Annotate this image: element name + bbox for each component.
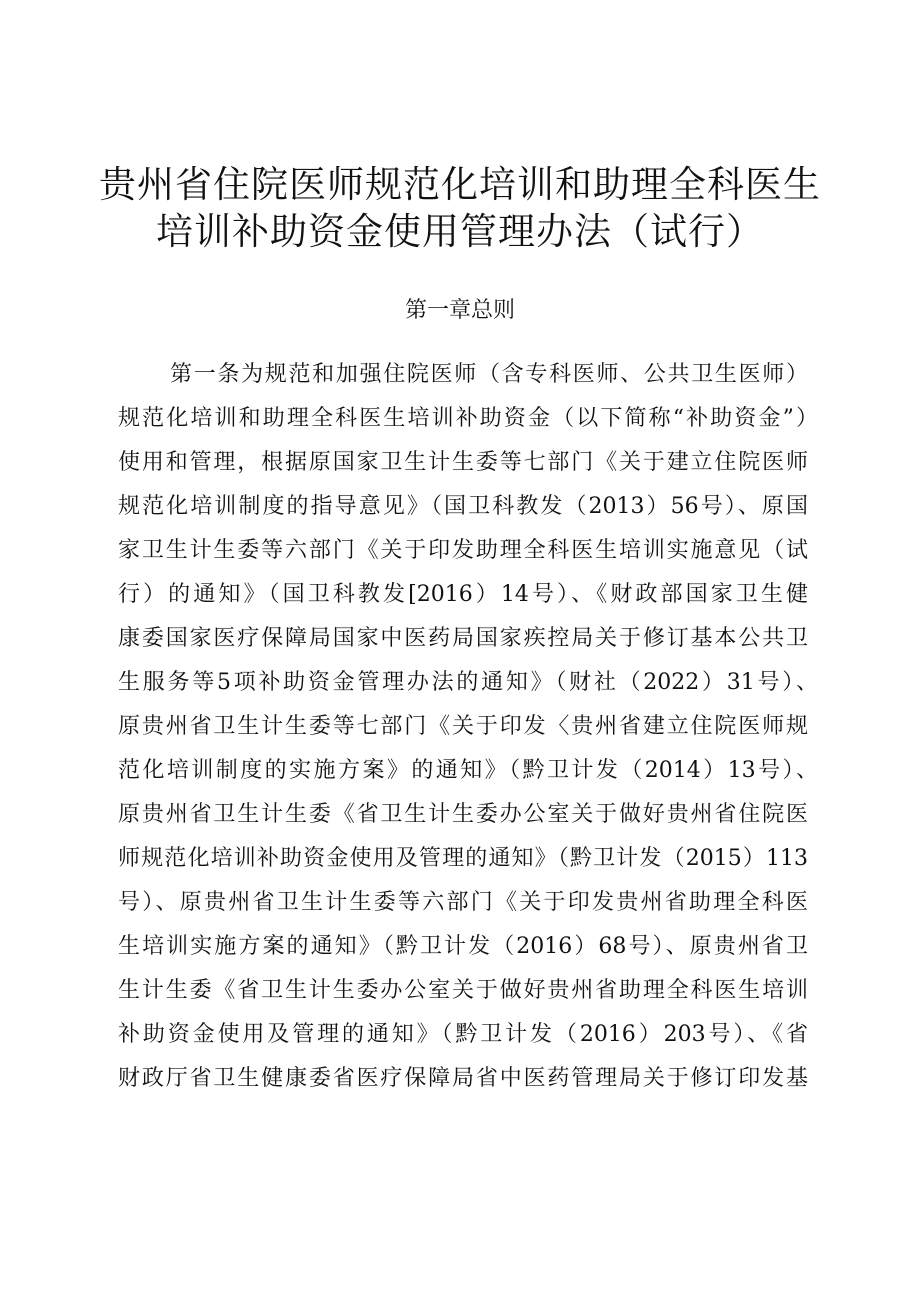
article-line-9: 原贵州省卫生计生委等七部门《关于印发〈贵州省建立住院医师规 — [118, 714, 808, 739]
article-line-7: 康委国家医疗保障局国家中医药局国家疾控局关于修订基本公共卫 — [118, 626, 808, 651]
article-line-16: 补助资金使用及管理的通知》（黔卫计发（2016）203号）、《省 — [118, 1022, 808, 1047]
article-line-6: 行）的通知》（国卫科教发[2016）14号）、《财政部国家卫生健 — [118, 582, 808, 607]
article-line-10: 范化培训制度的实施方案》的通知》（黔卫计发（2014）13号）、 — [118, 758, 818, 783]
article-line-11: 原贵州省卫生计生委《省卫生计生委办公室关于做好贵州省住院医 — [118, 802, 808, 827]
document-title-line-1: 贵州省住院医师规范化培训和助理全科医生 — [99, 163, 821, 206]
chapter-heading: 第一章总则 — [404, 298, 515, 323]
article-line-17: 财政厅省卫生健康委省医疗保障局省中医药管理局关于修订印发基 — [118, 1066, 808, 1091]
article-line-3: 使用和管理，根据原国家卫生计生委等七部门《关于建立住院医师 — [118, 450, 808, 475]
article-line-13: 号）、原贵州省卫生计生委等六部门《关于印发贵州省助理全科医 — [118, 890, 808, 915]
document-title-line-2: 培训补助资金使用管理办法（试行） — [156, 210, 764, 253]
article-line-8: 生服务等5项补助资金管理办法的通知》（财社（2022）31号）、 — [118, 670, 818, 695]
article-line-5: 家卫生计生委等六部门《关于印发助理全科医生培训实施意见（试 — [118, 538, 808, 563]
article-line-1: 第一条为规范和加强住院医师（含专科医师、公共卫生医师） — [170, 362, 808, 387]
article-line-15: 生计生委《省卫生计生委办公室关于做好贵州省助理全科医生培训 — [118, 978, 808, 1003]
article-line-2: 规范化培训和助理全科医生培训补助资金（以下简称“补助资金”） — [118, 406, 818, 431]
article-line-14: 生培训实施方案的通知》（黔卫计发（2016）68号）、原贵州省卫 — [118, 934, 808, 959]
article-line-4: 规范化培训制度的指导意见》（国卫科教发（2013）56号）、原国 — [118, 494, 808, 519]
article-line-12: 师规范化培训补助资金使用及管理的通知》（黔卫计发（2015）113 — [118, 846, 808, 871]
